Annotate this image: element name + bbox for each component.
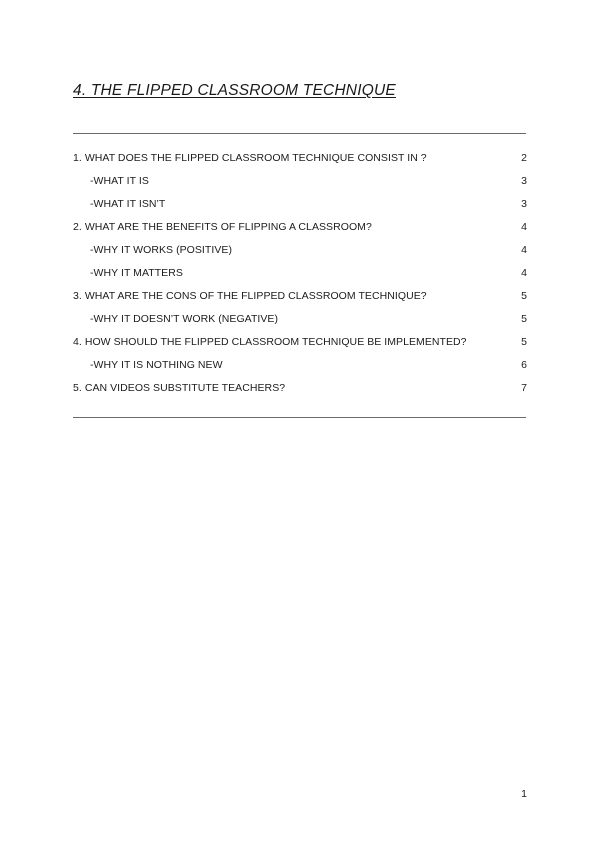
toc-subentry[interactable] (73, 238, 527, 261)
toc-entry-label: 3. WHAT ARE THE CONS OF THE FLIPPED CLASSROOM TECHNIQUE? (73, 289, 427, 302)
toc-entry-page: 2 (521, 151, 527, 164)
toc-entry[interactable] (73, 284, 527, 307)
toc-entry-page: 6 (521, 358, 527, 371)
toc-subentry[interactable] (73, 307, 527, 330)
top-divider (73, 133, 526, 134)
document-title: 4. THE FLIPPED CLASSROOM TECHNIQUE (73, 82, 396, 99)
page-number: 1 (521, 788, 527, 800)
toc-entry-label: -WHAT IT IS (90, 174, 149, 187)
toc-entry[interactable] (73, 146, 527, 169)
toc-entry-label: -WHY IT MATTERS (90, 266, 183, 279)
toc-entry-page: 5 (521, 312, 527, 325)
toc-entry-label: -WHY IT WORKS (POSITIVE) (90, 243, 232, 256)
toc-subentry[interactable] (73, 261, 527, 284)
toc-entry[interactable] (73, 330, 527, 353)
toc-entry-label: -WHY IT IS NOTHING NEW (90, 358, 223, 371)
toc-entry-page: 3 (521, 197, 527, 210)
toc-entry-page: 5 (521, 289, 527, 302)
toc-entry[interactable] (73, 215, 527, 238)
bottom-divider (73, 417, 526, 418)
toc-entry-page: 4 (521, 220, 527, 233)
toc-entry-label: 5. CAN VIDEOS SUBSTITUTE TEACHERS? (73, 381, 286, 394)
toc-entry[interactable] (73, 376, 527, 399)
table-of-contents (73, 146, 527, 399)
toc-entry-page: 4 (521, 243, 527, 256)
toc-entry-page: 3 (521, 174, 527, 187)
toc-entry-label: -WHAT IT ISN’T (90, 197, 166, 210)
toc-entry-page: 4 (521, 266, 527, 279)
toc-entry-label: 4. HOW SHOULD THE FLIPPED CLASSROOM TECHNIQUE BE IMPLEMENTED? (73, 335, 467, 348)
toc-entry-label: -WHY IT DOESN’T WORK (NEGATIVE) (90, 312, 279, 325)
toc-entry-page: 7 (521, 381, 527, 394)
toc-subentry[interactable] (73, 353, 527, 376)
toc-entry-label: 2. WHAT ARE THE BENEFITS OF FLIPPING A CLASSROOM? (73, 220, 372, 233)
toc-subentry[interactable] (73, 192, 527, 215)
toc-entry-label: 1. WHAT DOES THE FLIPPED CLASSROOM TECHNIQUE CONSIST IN ? (73, 151, 427, 164)
toc-entry-page: 5 (521, 335, 527, 348)
toc-subentry[interactable] (73, 169, 527, 192)
